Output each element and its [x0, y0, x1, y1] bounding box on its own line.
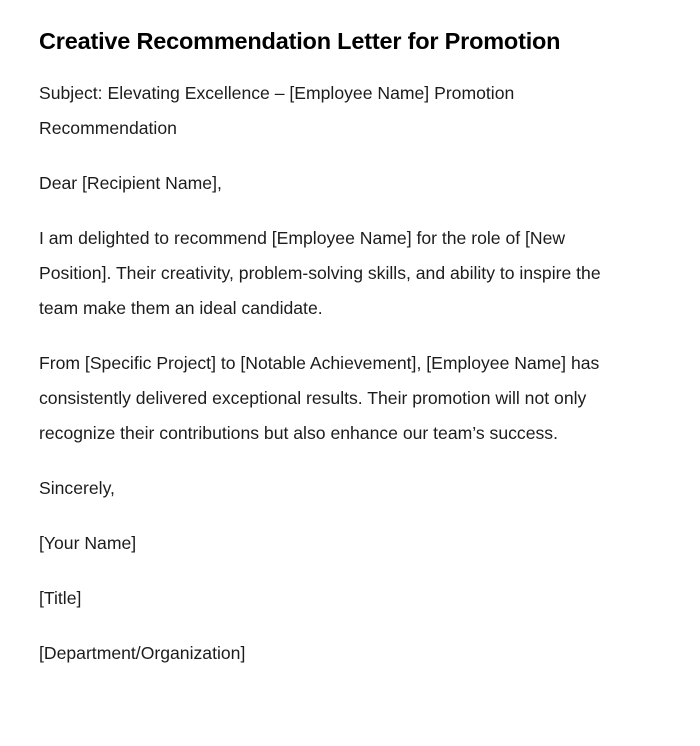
salutation: Dear [Recipient Name],: [39, 173, 222, 193]
signature-name: [Your Name]: [39, 533, 137, 553]
signature-title: [Title]: [39, 588, 82, 608]
signature-department: [Department/Organization]: [39, 643, 246, 663]
letter-body: [39, 76, 631, 671]
body-paragraph-achievements: From [Specific Project] to [Notable Achievement], [Employee Name] has consistently delivered exceptional results. Their promotion will not only recognize their contributions but also enhance our team’s success.: [39, 353, 600, 443]
body-paragraph-recommendation: I am delighted to recommend [Employee Name] for the role of [New Position]. Their creativity, problem-solving skills, and ability to inspire the team make them an ideal candidate.: [39, 228, 601, 318]
page-title: Creative Recommendation Letter for Promotion: [39, 28, 561, 54]
closing-salutation: Sincerely,: [39, 478, 115, 498]
subject-line: Subject: Elevating Excellence – [Employee Name] Promotion Recommendation: [39, 83, 515, 138]
